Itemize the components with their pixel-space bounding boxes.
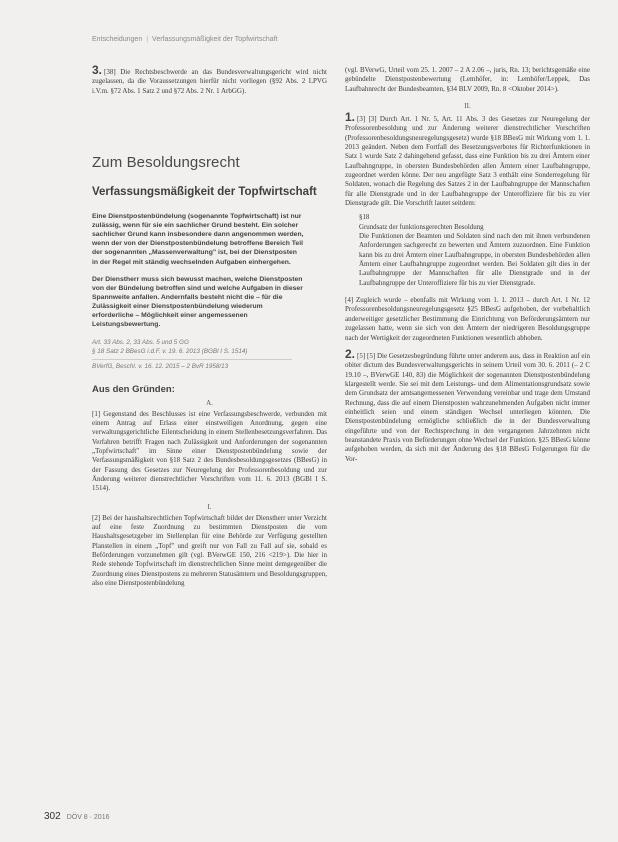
citation-decision: BVerfG, Beschl. v. 16. 12. 2015 – 2 BvR 1958/13	[92, 363, 229, 371]
page-footer	[44, 811, 110, 822]
running-head-topic: Verfassungsmäßigkeit der Topfwirtschaft	[152, 36, 278, 43]
citation-norms-2: § 18 Satz 2 BBesG i.d.F. v. 19. 6. 2013 (BGBl I S. 1514)	[92, 347, 248, 355]
citation-norms-1: Art. 33 Abs. 2, 33 Abs. 5 und 5 GG	[92, 339, 189, 347]
quote-body: Die Funktionen der Beamten und Soldaten sind nach den mit ihnen verbundenen Anforderungen sachgerecht zu bewerten und Ämtern zuzuordnen. Eine Funktion kann bis zu drei Ämtern einer Laufbahngruppe, in obersten Bundesbehörden allen Ämtern einer Laufbahngruppe zugeordnet werden. Bei Soldaten gilt dies in der Laufbahngruppe der Mannschaften für alle Dienstgrade und in der Laufbahngruppe der Unteroffiziere für bis zu vier Dienstgrade.	[359, 232, 590, 287]
paragraph-3-left	[92, 63, 327, 96]
section-heading: Zum Besoldungsrecht	[92, 154, 240, 172]
right-column	[345, 66, 590, 464]
citations	[92, 339, 327, 372]
roman-heading-ii: II.	[464, 102, 471, 111]
article-title: Verfassungsmäßigkeit der Topfwirtschaft	[92, 186, 317, 199]
citation-divider	[92, 359, 292, 360]
quote-section: §18	[359, 214, 370, 222]
paragraph-1: [1] Gegenstand des Beschlusses ist eine Verfassungsbeschwerde, verbunden mit einem Antrag auf Erlass einer einstweiligen Anordnung, gegen eine verwaltungsgerichtliche Eilentscheidung in einem Stellenbesetzungsverfahren. Das Verfahren betrifft Fragen nach Zulässigkeit und Anforderungen der sogenannten „Topfwirtschaft" im Sinne einer Dienstpostenbündelung sowie der Verfassungsmäßigkeit von §18 Satz 2 des Bundesbesoldungsgesetzes (BBesG) in der Fassung des Gesetzes zur Neuregelung der Professorenbesoldung und zur Änderung weiterer dienstrechtlicher Vorschriften vom 11. 6. 2013 (BGBl I S. 1514).	[92, 409, 327, 493]
paragraph-number: 1.	[345, 110, 356, 125]
paragraph-number: 3.	[92, 63, 103, 77]
headnote-2: Der Dienstherr muss sich bewusst machen, welche Dienstposten von der Bündelung betroffen sind und welche Aufgaben in dieser Spannweite anfallen. Andernfalls besteht nicht die – für die Zulässigkeit einer Dienstpostenbündelung wiederum erforderliche – Möglichkeit einer angemessenen Leistungsbewertung.	[92, 275, 303, 329]
roman-heading-a: A.	[206, 398, 213, 407]
paragraph-2: [2] Bei der haushaltsrechtlichen Topfwirtschaft bildet der Dienstherr unter Verzicht auf eine feste Zuordnung zu bestimmten Dienstposten die vom Haushaltsgesetzgeber im Stellenplan für eine Behörde zur Verfügung gestellten Planstellen in einem „Topf" und greift nur von Fall zu Fall auf sie, sobald es Beförderungen vorzunehmen gilt (vgl. BVerwGE 150, 216 <219>). Die hier in Rede stehende Topfwirtschaft im dienstrechtlichen Sinne meint demgegenüber die Zuordnung eines Dienstpostens zu mehreren Statusämtern und Besoldungsgruppen, also eine Dienstpostenbündelung	[92, 513, 327, 588]
paragraph-number: 2.	[345, 346, 356, 361]
paragraph-text: [3] [3] Durch Art. 1 Nr. 5, Art. 11 Abs. 3 des Gesetzes zur Neuregelung der Professorenbesoldung und zur Änderung weiterer dienstrechtlicher Vorschriften (Professorenbesoldungsneuregelungsgesetz) wurde §18 BBesG mit Wirkung vom 1. 1. 2013 geändert. Neben dem Fortfall des Besetzungsverbotes für Richterfunktionen in Satz 1 wurde Satz 2 dahingehend gefasst, dass eine Funktion bis zu drei Ämtern einer Laufbahngruppe, in obersten Bundesbehörden allen Ämtern einer Laufbahngruppe, zugeordnet werden könne. Der neu angefügte Satz 3 enthält eine Sonderregelung für Soldaten, wonach die Regelung des Satzes 2 in der Laufbahngruppe der Mannschaften für alle Dienstgrade und in der Laufbahngruppe der Unteroffiziere für bis zu vier Dienstgrade gilt. Die Vorschrift lautet seitdem:	[345, 115, 590, 208]
headnote-1: Eine Dienstpostenbündelung (sogenannte Topfwirtschaft) ist nur zulässig, wenn für sie ein sachlicher Grund besteht. Ein solcher sachlicher Grund kann insbesondere dann angenommen werden, wenn der von der Dienstpostenbündelung betroffene Bereich Teil der sogenannten „Massenverwaltung" ist, bei der Dienstposten in der Regel mit ständig wechselnden Aufgaben einhergehen.	[92, 213, 304, 266]
grounds-heading: Aus den Gründen:	[92, 383, 175, 395]
paragraph-text: [38] Die Rechtsbeschwerde an das Bundesverwaltungsgericht wird nicht zugelassen, da die Voraussetzungen hierfür nicht vorliegen (§92 Abs. 2 LPVG i.V.m. §72 Abs. 1 Satz 2 und §72 Abs. 2 Nr. 1 ArbGG).	[92, 68, 327, 95]
roman-heading-i: I.	[207, 502, 212, 511]
quote-heading: Grundsatz der funktionsgerechten Besoldung	[359, 223, 484, 231]
left-column	[92, 63, 327, 589]
paragraph-5	[345, 346, 590, 464]
paragraph-3	[345, 110, 590, 208]
statute-quote	[359, 213, 590, 288]
paragraph-2-continued: (vgl. BVerwG, Urteil vom 25. 1. 2007 – 2 A 2.06 –, juris, Rn. 13; berichtsgemäße eine gebündelte Dienstpostenbewertung (Lemhöfer, in: Lemhöfer/Leppek, Das Laufbahnrecht der Bundesbeamten, §34 BLV 2009, Rn. 8 <Oktober 2014>).	[345, 66, 590, 93]
page-number: 302	[44, 811, 61, 822]
paragraph-text: [5] [5] Die Gesetzesbegründung führte unter anderem aus, dass in Reaktion auf ein obiter dictum des Bundesverwaltungsgerichts in seinem Urteil vom 30. 6. 2011 (– 2 C 19.10 –, BVerwGE 140, 83) die Möglichkeit der sogenannten Dienstpostenbündelung klargestellt werde. Sie sei mit dem Leistungs- und dem Alimentationsgrundsatz sowie dem Grundsatz der amtsangemessenen Verwendung vereinbar und trage dem Umstand Rechnung, dass die auf einem Dienstposten wahrzunehmenden Aufgaben nicht immer einheitlich seien und einem ständigen Wechsel unterliegen könnten. Die Dienstpostenbündelung ermögliche schließlich die in der Bundesverwaltung eingeführte und von der Rechtsprechung in den vergangenen Jahrzehnten nicht beanstandete Praxis von Beförderungen ohne Wechsel der Funktion. §25 BBesG könne aufgehoben werden, da sich mit der Änderung des §18 BBesG Folgerungen für die Vor-	[345, 351, 590, 463]
running-head-separator: |	[146, 36, 149, 43]
running-head	[92, 36, 278, 43]
journal-issue: DÖV 8 · 2016	[66, 814, 110, 821]
paragraph-4: [4] Zugleich wurde – ebenfalls mit Wirkung vom 1. 1. 2013 – durch Art. 1 Nr. 12 Professorenbesoldungsneuregelungsgesetz §25 BBesG aufgehoben, der vorbehaltlich anderweitiger gesetzlicher Bestimmung die Einrichtung von Beförderungsämtern nur zugelassen hatte, wenn sie sich von den Ämtern der niedrigeren Besoldungsgruppe nach der Wertigkeit der zugeordneten Funktionen wesentlich abhoben.	[345, 296, 590, 342]
running-head-section: Entscheidungen	[92, 36, 143, 43]
